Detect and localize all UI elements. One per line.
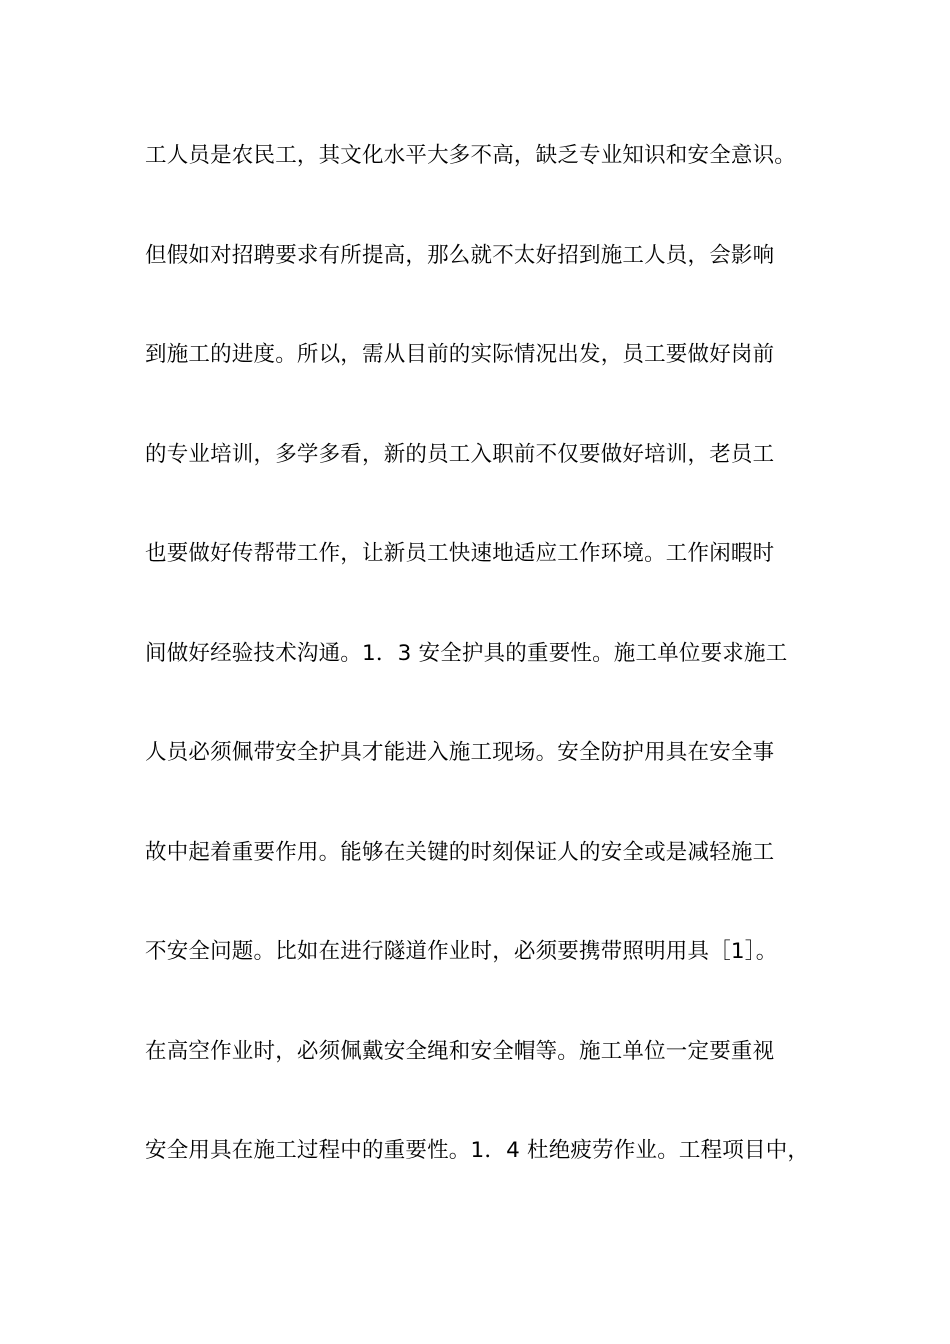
text-line-1: 工人员是农民工，其文化水平大多不高，缺乏专业知识和安全意识。 [145, 143, 797, 168]
text-line-5: 也要做好传帮带工作，让新员工快速地适应工作环境。工作闲暇时 [145, 541, 775, 566]
text-line-4: 的专业培训，多学多看，新的员工入职前不仅要做好培训，老员工 [145, 441, 775, 467]
text-line-8: 故中起着重要作用。能够在关键的时刻保证人的安全或是减轻施工 [145, 839, 775, 865]
text-line-11: 安全用具在施工过程中的重要性。1．4 杜绝疲劳作业。工程项目中， [145, 1138, 810, 1163]
text-line-9: 不安全问题。比如在进行隧道作业时，必须要携带照明用具［1］。 [145, 939, 778, 964]
text-line-3: 到施工的进度。所以，需从目前的实际情况出发，员工要做好岗前 [145, 342, 775, 367]
text-line-6: 间做好经验技术沟通。1．3 安全护具的重要性。施工单位要求施工 [145, 640, 788, 666]
body-text [145, 131, 825, 1226]
text-line-10: 在高空作业时，必须佩戴安全绳和安全帽等。施工单位一定要重视 [145, 1038, 775, 1064]
text-line-7: 人员必须佩带安全护具才能进入施工现场。安全防护用具在安全事 [145, 740, 775, 765]
text-line-2: 但假如对招聘要求有所提高，那么就不太好招到施工人员，会影响 [145, 242, 775, 268]
